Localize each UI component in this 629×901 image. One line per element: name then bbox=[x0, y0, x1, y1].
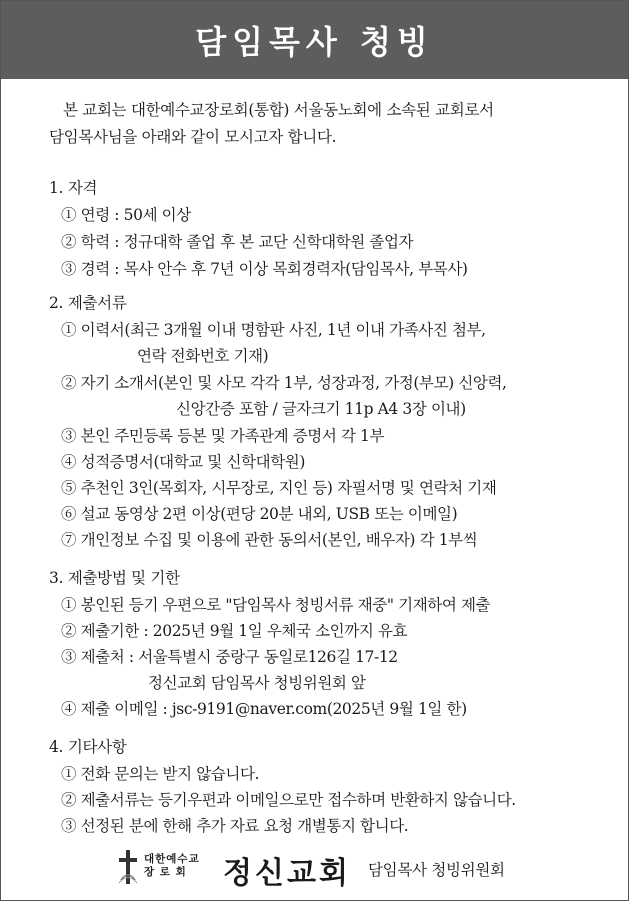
committee-name: 담임목사 청빙위원회 bbox=[368, 861, 505, 879]
list-item-continuation: 신앙간증 포함 / 글자크기 11p A4 3장 이내) bbox=[176, 400, 466, 418]
list-item: ② 학력 : 정규대학 졸업 후 본 교단 신학대학원 졸업자 bbox=[61, 233, 414, 251]
section-title-other: 4. 기타사항 bbox=[49, 738, 127, 756]
list-item: ⑥ 설교 동영상 2편 이상(편당 20분 내외, USB 또는 이메일) bbox=[61, 505, 458, 523]
section-title-documents: 2. 제출서류 bbox=[49, 294, 127, 312]
list-item: ① 전화 문의는 받지 않습니다. bbox=[61, 765, 260, 783]
list-item: ⑤ 추천인 3인(목회자, 시무장로, 지인 등) 자필서명 및 연락처 기재 bbox=[61, 479, 497, 497]
page-title: 담임목사 청빙 bbox=[1, 1, 628, 79]
intro-line: 본 교회는 대한예수교장로회(통합) 서울동노회에 소속된 교회로서 bbox=[63, 101, 494, 119]
intro-line: 담임목사님을 아래와 같이 모시고자 합니다. bbox=[49, 128, 337, 146]
list-item-continuation: 정신교회 담임목사 청빙위원회 앞 bbox=[148, 674, 366, 692]
denomination-label bbox=[144, 853, 200, 879]
list-item: ③ 본인 주민등록 등본 및 가족관계 증명서 각 1부 bbox=[61, 427, 385, 445]
section-title-qualifications: 1. 자격 bbox=[49, 179, 98, 197]
list-item: ① 연령 : 50세 이상 bbox=[61, 206, 191, 224]
denomination-line: 장 로 회 bbox=[144, 866, 187, 878]
list-item: ③ 제출처 : 서울특별시 중랑구 동일로126길 17-12 bbox=[61, 648, 398, 666]
signature-footer bbox=[1, 847, 628, 891]
list-item: ④ 성적증명서(대학교 및 신학대학원) bbox=[61, 453, 305, 471]
list-item: ⑦ 개인정보 수집 및 이용에 관한 동의서(본인, 배우자) 각 1부씩 bbox=[61, 531, 478, 549]
list-item: ④ 제출 이메일 : jsc-9191@naver.com(2025년 9월 1일 한) bbox=[61, 700, 467, 718]
cross-logo-icon bbox=[117, 850, 139, 884]
list-item: ① 봉인된 등기 우편으로 "담임목사 청빙서류 재중" 기재하여 제출 bbox=[61, 596, 491, 614]
list-item: ① 이력서(최근 3개월 이내 명함판 사진, 1년 이내 가족사진 첨부, bbox=[61, 321, 486, 339]
section-title-submission: 3. 제출방법 및 기한 bbox=[49, 569, 180, 587]
denomination-line: 대한예수교 bbox=[144, 853, 200, 865]
intro-paragraph bbox=[49, 97, 609, 151]
list-item: ② 자기 소개서(본인 및 사모 각각 1부, 성장과정, 가정(부모) 신앙력, bbox=[61, 374, 507, 392]
list-item: ② 제출서류는 등기우편과 이메일으로만 접수하며 반환하지 않습니다. bbox=[61, 791, 516, 809]
list-item: ② 제출기한 : 2025년 9월 1일 우체국 소인까지 유효 bbox=[61, 622, 408, 640]
church-name: 정신교회 bbox=[223, 856, 351, 891]
list-item: ③ 선정된 분에 한해 추가 자료 요청 개별통지 합니다. bbox=[61, 817, 409, 835]
list-item-continuation: 연락 전화번호 기재) bbox=[137, 347, 269, 365]
list-item: ③ 경력 : 목사 안수 후 7년 이상 목회경력자(담임목사, 부목사) bbox=[61, 260, 468, 278]
